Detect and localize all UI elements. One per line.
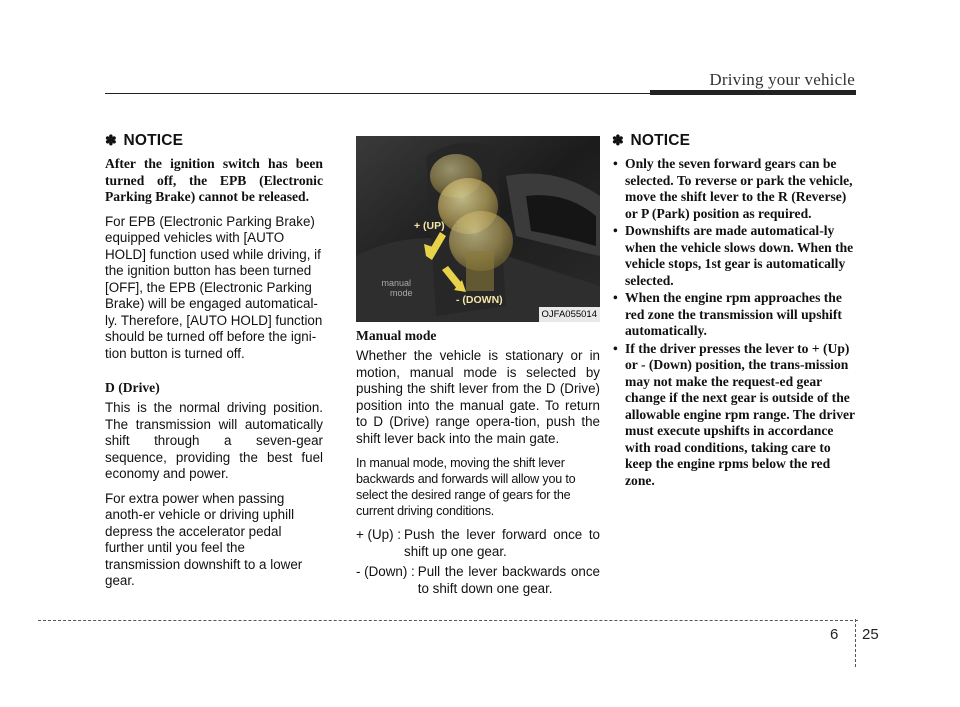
footer-rule xyxy=(38,620,858,621)
header-rule xyxy=(105,93,650,94)
up-label: + (UP) xyxy=(414,220,445,232)
shift-down-desc: Pull the lever backwards once to shift down one gear. xyxy=(417,564,600,596)
shift-down-key: - (Down) : xyxy=(356,564,415,579)
manual-mode-heading: Manual mode xyxy=(356,328,437,343)
notice-heading-left: ✽ NOTICE xyxy=(105,132,184,149)
page-number: 25 xyxy=(862,626,879,643)
list-item: • Downshifts are made automatical-ly when the vehicle slows down. When the vehicle stops, 1st gear is automatically selected. xyxy=(612,223,856,289)
down-label: - (DOWN) xyxy=(456,294,503,306)
manual-mode-label: manual mode xyxy=(381,278,413,298)
notice-star-icon: ✽ xyxy=(612,132,624,148)
notice-bold-text: After the ignition switch has been turned off, the EPB (Electronic Parking Brake) cannot be released. xyxy=(105,156,323,204)
drive-paragraph-2: For extra power when passing anoth-er vehicle or driving uphill depress the accelerator pedal further until you feel the transmission downshift to a lower gear. xyxy=(105,490,303,588)
shift-up-item xyxy=(356,527,600,560)
notice-star-icon: ✽ xyxy=(105,132,117,148)
shift-up-desc: Push the lever forward once to shift up one gear. xyxy=(404,527,600,559)
manual-paragraph-1: Whether the vehicle is stationary or in motion, manual mode is selected by pushing the shift lever from the D (Drive) position into the manual gate. To return to D (Drive) range opera-tion, push the shift lever back into the main gate. xyxy=(356,348,600,446)
column-right xyxy=(612,132,856,490)
notice-heading-right: ✽ NOTICE xyxy=(612,132,691,149)
drive-paragraph-1: This is the normal driving position. The transmission will automatically shift through a seven-gear sequence, providing the best fuel economy and power. xyxy=(105,400,323,481)
page-number-divider xyxy=(855,619,856,667)
column-left xyxy=(105,132,323,598)
shift-down-item xyxy=(356,564,600,597)
chapter-number: 6 xyxy=(830,626,839,643)
drive-heading: D (Drive) xyxy=(105,380,160,395)
header-bar xyxy=(650,90,856,95)
notice-bullet-list xyxy=(612,156,856,489)
column-middle xyxy=(356,136,600,601)
list-item: • If the driver presses the lever to + (Up) or - (Down) position, the trans-mission may not make the request-ed gear change if the next gear is outside of the allowable engine rpm range. The driver must execute upshifts in accordance with road conditions, taking care to keep the engine rpms below the red zone. xyxy=(612,341,856,490)
shift-up-key: + (Up) : xyxy=(356,527,402,542)
list-item: • Only the seven forward gears can be selected. To reverse or park the vehicle, move the shift lever to the R (Reverse) or P (Park) position as required. xyxy=(612,156,856,222)
shift-lever-figure xyxy=(356,136,600,322)
epb-paragraph: For EPB (Electronic Parking Brake) equipped vehicles with [AUTO HOLD] function used while driving, if the ignition button has been turned [OFF], the EPB (Electronic Parking Brake) will be engaged automatical-ly. Therefore, [AUTO HOLD] function should be turned off before the igni-tion button is turned off. xyxy=(105,213,323,361)
list-item: • When the engine rpm approaches the red zone the transmission will upshift automatically. xyxy=(612,290,856,340)
manual-paragraph-2: In manual mode, moving the shift lever backwards and forwards will allow you to select the desired range of gears for the current driving conditions. xyxy=(356,456,576,518)
figure-code: OJFA055014 xyxy=(539,307,600,322)
running-header-title: Driving your vehicle xyxy=(709,70,855,89)
